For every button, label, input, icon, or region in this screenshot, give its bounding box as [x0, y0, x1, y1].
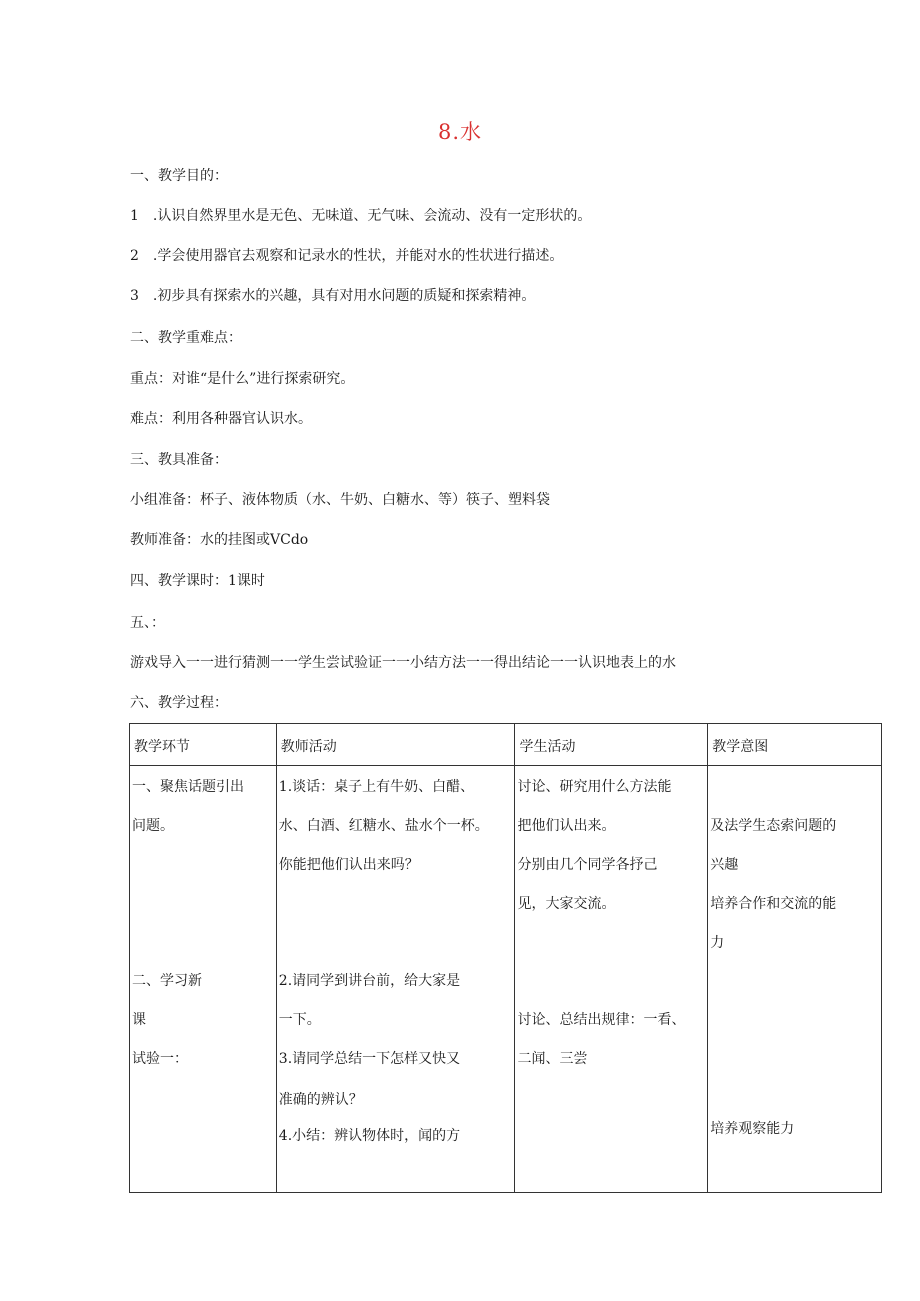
stage-cell	[130, 766, 277, 1193]
section-3-heading: 三、教具准备：	[130, 452, 228, 468]
stage-line: 试验一：	[132, 1051, 188, 1067]
teaching-flow: 游戏导入一一进行猜测一一学生尝试验证一一小结方法一一得出结论一一认识地表上的水	[130, 655, 676, 671]
table-header-row	[130, 724, 882, 766]
teacher-line: 准确的辨认？	[278, 1092, 363, 1108]
teacher-line: 你能把他们认出来吗？	[278, 857, 419, 873]
student-line: 把他们认出来。	[517, 818, 616, 834]
student-line: 二闻、三尝	[517, 1051, 588, 1067]
stage-line: 一、聚焦话题引出	[132, 779, 244, 795]
teacher-activity-cell	[276, 766, 515, 1193]
student-line: 讨论、总结出规律：一看、	[517, 1012, 686, 1028]
intent-line: 培养观察能力	[710, 1121, 795, 1137]
section-5-heading: 五、：	[130, 615, 165, 631]
teacher-preparation: 教师准备：水的挂图或VCdo	[130, 532, 309, 548]
key-point: 重点：对谁“是什么”进行探索研究。	[130, 371, 355, 387]
table-row	[130, 766, 882, 1193]
intent-line: 兴趣	[710, 857, 739, 873]
intent-line: 力	[710, 935, 725, 951]
section-2-heading: 二、教学重难点：	[130, 330, 242, 346]
teacher-line: 一下。	[278, 1012, 321, 1028]
student-activity-cell	[515, 766, 708, 1193]
objective-3: 3 .初步具有探索水的兴趣，具有对用水问题的质疑和探索精神。	[130, 288, 536, 304]
document-title: 8.水	[437, 120, 483, 144]
stage-line: 课	[132, 1012, 146, 1028]
header-teacher-activity: 教师活动	[276, 724, 515, 766]
teaching-intent-cell	[708, 766, 882, 1193]
stage-line: 二、学习新	[132, 973, 202, 989]
teacher-line: 4.小结：辨认物体时，闻的方	[278, 1128, 461, 1144]
intent-line: 培养合作和交流的能	[710, 896, 837, 912]
teacher-line: 1.谈话：桌子上有牛奶、白醋、	[278, 779, 475, 795]
student-line: 分别由几个同学各抒己	[517, 857, 658, 873]
stage-line: 问题。	[132, 818, 174, 834]
intent-line: 及法学生态索问题的	[710, 818, 837, 834]
student-line: 讨论、研究用什么方法能	[517, 779, 672, 795]
section-1-heading: 一、教学目的：	[130, 168, 228, 184]
section-6-heading: 六、教学过程：	[130, 695, 228, 711]
difficult-point: 难点：利用各种器官认识水。	[130, 411, 312, 427]
teacher-line: 3.请同学总结一下怎样又快又	[278, 1051, 461, 1067]
student-line: 见，大家交流。	[517, 896, 616, 912]
objective-1: 1 .认识自然界里水是无色、无味道、无气味、会流动、没有一定形状的。	[130, 208, 592, 224]
objective-2: 2 .学会使用器官去观察和记录水的性状，并能对水的性状进行描述。	[130, 248, 564, 264]
section-4-heading: 四、教学课时：1课时	[130, 573, 265, 589]
teaching-process-table	[129, 723, 882, 1193]
group-preparation: 小组准备：杯子、液体物质（水、牛奶、白糖水、等）筷子、塑料袋	[130, 492, 550, 508]
teacher-line: 水、白酒、红糖水、盐水个一杯。	[278, 818, 489, 834]
header-teaching-intent: 教学意图	[708, 724, 882, 766]
header-student-activity: 学生活动	[515, 724, 708, 766]
teacher-line: 2.请同学到讲台前，给大家是	[278, 973, 461, 989]
header-teaching-stage: 教学环节	[130, 724, 277, 766]
